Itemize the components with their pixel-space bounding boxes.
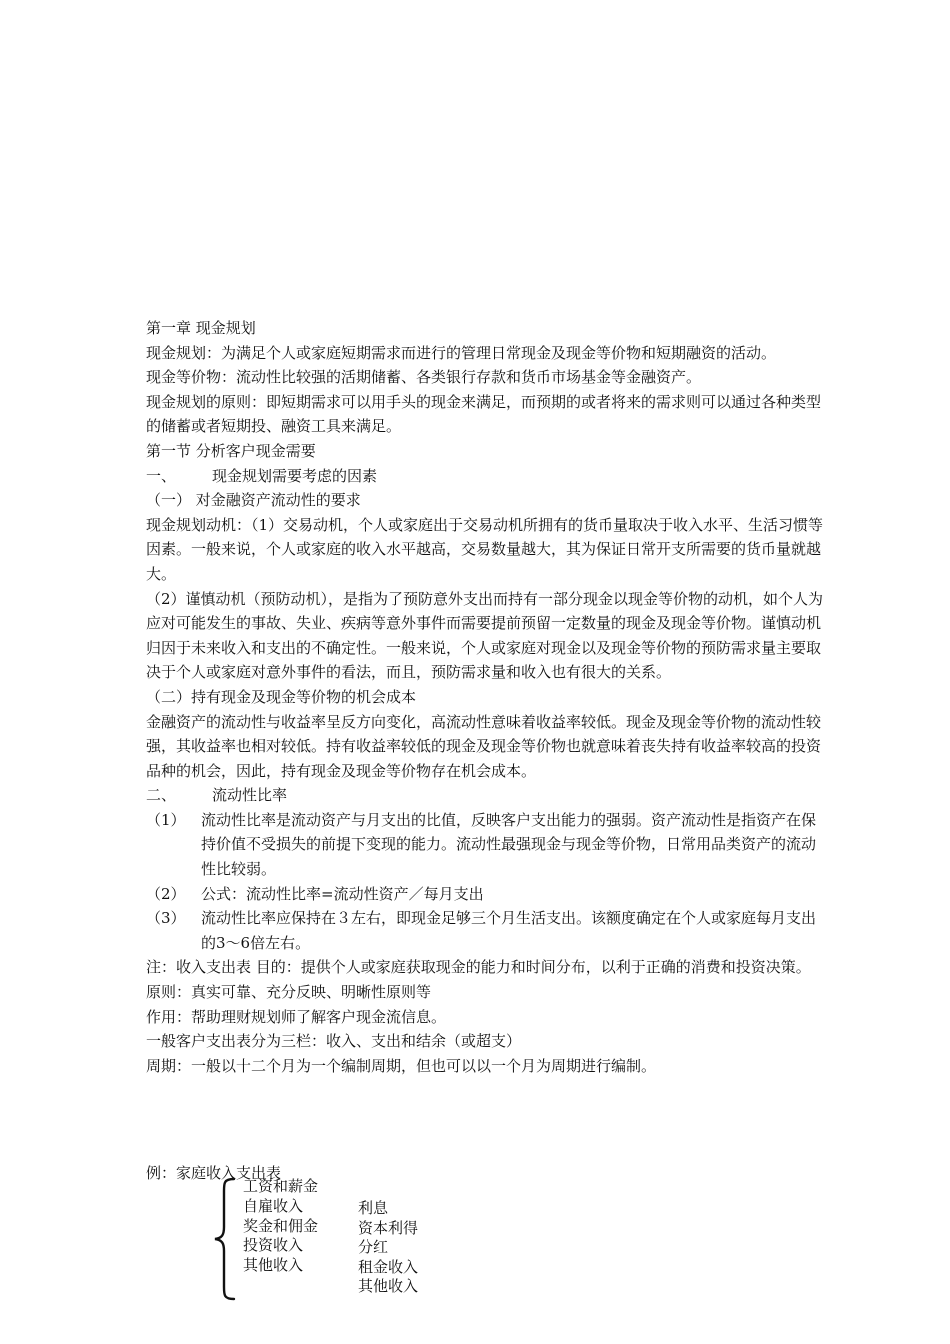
heading-1-text: 现金规划需要考虑的因素 xyxy=(212,466,378,485)
heading-1-number: 一、 xyxy=(146,466,177,485)
paragraph-period: 周期：一般以十二个月为一个编制周期，但也可以以一个月为周期进行编制。 xyxy=(146,1056,657,1075)
heading-2 xyxy=(146,783,824,808)
list-item: 资本利得 xyxy=(358,1218,419,1237)
income-example xyxy=(146,1163,546,1313)
list-item: 工资和薪金 xyxy=(243,1177,319,1195)
section-title: 第一节 分析客户现金需要 xyxy=(146,441,316,460)
paragraph-note: 注：收入支出表 目的：提供个人或家庭获取现金的能力和时间分布，以利于正确的消费和投资决策。 xyxy=(146,958,811,977)
income-list-left xyxy=(243,1177,318,1276)
list-item: 租金收入 xyxy=(358,1257,419,1276)
income-list-right xyxy=(358,1199,418,1297)
list-item xyxy=(146,808,824,882)
paragraph-opportunity-cost: 金融资产的流动性与收益率呈反方向变化，高流动性意味着收益率较低。现金及现金等价物的流动性较强，其收益率也相对较低。持有收益率较低的现金及现金等价物也就意味着丧失持有收益率较高的投资品种的机会，因此，持有现金及现金等价物存在机会成本。 xyxy=(146,712,822,780)
paragraph-cash-planning: 现金规划：为满足个人或家庭短期需求而进行的管理日常现金及现金等价物和短期融资的活动。 xyxy=(146,343,777,362)
list-item-text: 公式：流动性比率=流动性资产／每月支出 xyxy=(201,884,484,903)
paragraph-function: 作用：帮助理财规划师了解客户现金流信息。 xyxy=(146,1007,447,1026)
list-item-number: （1） xyxy=(146,810,186,829)
list-item-text: 流动性比率应保持在３左右，即现金足够三个月生活支出。该额度确定在个人或家庭每月支出的3～6倍左右。 xyxy=(201,909,817,952)
example-label: 例：家庭收入支出表 xyxy=(146,1164,282,1182)
curly-brace-icon xyxy=(212,1177,238,1301)
list-item: 奖金和佣金 xyxy=(243,1216,319,1235)
paragraph-motive-transaction: 现金规划动机：（1）交易动机，个人或家庭出于交易动机所拥有的货币量取决于收入水平、生活习惯等因素。一般来说，个人或家庭的收入水平越高，交易数量越大，其为保证日常开支所需要的货币量就越大。 xyxy=(146,515,824,583)
list-item: 自雇收入 xyxy=(243,1196,304,1215)
subheading-1: （一） 对金融资产流动性的要求 xyxy=(146,491,361,510)
heading-2-number: 二、 xyxy=(146,786,177,805)
chapter-title: 第一章 现金规划 xyxy=(146,319,256,337)
heading-1 xyxy=(146,464,824,489)
list-item: 分红 xyxy=(358,1238,389,1257)
list-item-number: （3） xyxy=(146,909,186,928)
list-item: 其他收入 xyxy=(243,1256,304,1275)
paragraph-motive-precaution: （2）谨慎动机（预防动机），是指为了预防意外支出而持有一部分现金以现金等价物的动机，如个人为应对可能发生的事故、失业、疾病等意外事件而需要提前预留一定数量的现金及现金等价物。谨慎动机归因于未来收入和支出的不确定性。一般来说，个人或家庭对现金以及现金等价物的预防需求量主要取决于个人或家庭对意外事件的看法，而且，预防需求量和收入也有很大的关系。 xyxy=(146,589,824,682)
list-item-number: （2） xyxy=(146,884,186,903)
heading-2-text: 流动性比率 xyxy=(212,786,288,805)
paragraph-principle: 原则：真实可靠、充分反映、明晰性原则等 xyxy=(146,983,432,1002)
paragraph-columns: 一般客户支出表分为三栏：收入、支出和结余（或超支） xyxy=(146,1032,522,1051)
paragraph-principles: 现金规划的原则：即短期需求可以用手头的现金来满足，而预期的或者将来的需求则可以通过各种类型的储蓄或者短期投、融资工具来满足。 xyxy=(146,392,822,436)
list-item xyxy=(146,882,824,907)
list-item: 其他收入 xyxy=(358,1277,419,1296)
list-item: 投资收入 xyxy=(243,1236,304,1255)
list-item: 利息 xyxy=(358,1199,389,1217)
document-body xyxy=(146,316,824,1078)
paragraph-cash-equivalents: 现金等价物：流动性比较强的活期储蓄、各类银行存款和货币市场基金等金融资产。 xyxy=(146,368,702,387)
list-item xyxy=(146,906,824,955)
list-item-text: 流动性比率是流动资产与月支出的比值，反映客户支出能力的强弱。资产流动性是指资产在保持价值不受损失的前提下变现的能力。流动性最强现金与现金等价物，日常用品类资产的流动性比较弱。 xyxy=(201,810,817,879)
subheading-2: （二）持有现金及现金等价物的机会成本 xyxy=(146,687,417,706)
